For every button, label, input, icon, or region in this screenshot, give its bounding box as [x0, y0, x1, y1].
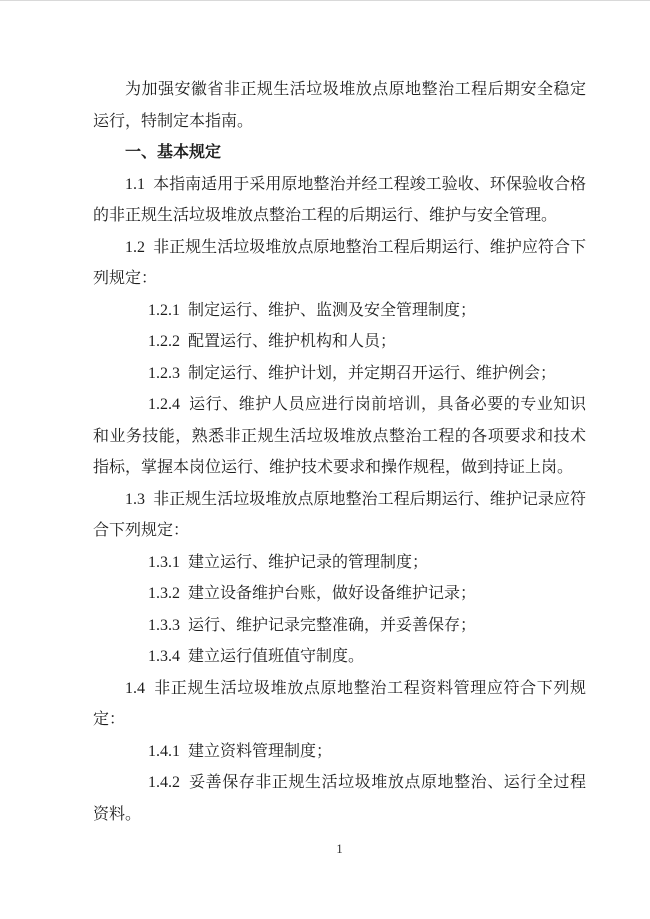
clause-1-2-3: 1.2.3 制定运行、维护计划，并定期召开运行、维护例会；	[148, 364, 557, 382]
section-heading-basic-provisions: 一、基本规定	[125, 144, 222, 161]
clause-1-2: 1.2 非正规生活垃圾堆放点原地整治工程后期运行、维护应符合下列规定：	[93, 238, 586, 287]
clause-1-2-2: 1.2.2 配置运行、维护机构和人员；	[148, 333, 397, 350]
clause-1-3-4: 1.3.4 建立运行值班值守制度。	[148, 648, 365, 665]
document-body	[93, 74, 586, 830]
clause-1-2-4: 1.2.4 运行、维护人员应进行岗前培训，具备必要的专业知识和业务技能，熟悉非正规生活垃圾堆放点整治工程的各项要求和技术指标，掌握本岗位运行、维护技术要求和操作规程，做到持证上岗。	[93, 396, 586, 476]
clause-1-2-1: 1.2.1 制定运行、维护、监测及安全管理制度；	[148, 301, 477, 319]
clause-1-3-1: 1.3.1 建立运行、维护记录的管理制度；	[148, 553, 429, 571]
clause-1-4-1: 1.4.1 建立资料管理制度；	[148, 742, 333, 760]
clause-1-3-3: 1.3.3 运行、维护记录完整准确，并妥善保存；	[148, 616, 477, 634]
page-number: 1	[336, 842, 343, 856]
clause-1-1: 1.1 本指南适用于采用原地整治并经工程竣工验收、环保验收合格的非正规生活垃圾堆放点整治工程的后期运行、维护与安全管理。	[93, 175, 586, 224]
intro-paragraph: 为加强安徽省非正规生活垃圾堆放点原地整治工程后期安全稳定运行，特制定本指南。	[93, 81, 586, 130]
clause-1-3: 1.3 非正规生活垃圾堆放点原地整治工程后期运行、维护记录应符合下列规定：	[93, 490, 586, 539]
clause-1-4: 1.4 非正规生活垃圾堆放点原地整治工程资料管理应符合下列规定：	[93, 679, 586, 728]
clause-1-4-2: 1.4.2 妥善保存非正规生活垃圾堆放点原地整治、运行全过程资料。	[93, 774, 586, 823]
clause-1-3-2: 1.3.2 建立设备维护台账，做好设备维护记录；	[148, 585, 477, 602]
